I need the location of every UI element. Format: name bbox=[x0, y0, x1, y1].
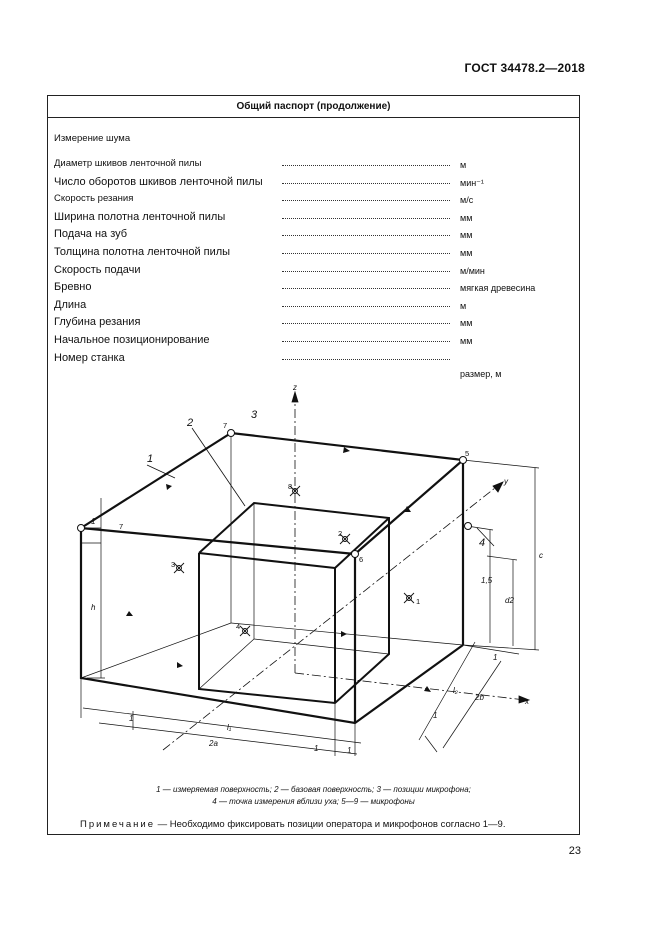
parameter-row bbox=[54, 174, 574, 192]
parameter-label: Скорость подачи bbox=[54, 263, 141, 276]
callout-4: 4 bbox=[479, 537, 486, 549]
reference-surface-box bbox=[199, 503, 389, 703]
parameter-row bbox=[54, 279, 574, 297]
standard-number: ГОСТ 34478.2—2018 bbox=[464, 61, 585, 75]
point-label-6: 7 bbox=[223, 421, 228, 430]
parameter-row bbox=[54, 191, 574, 209]
point-label-2: 2 bbox=[338, 529, 343, 538]
parameter-unit: мм bbox=[460, 247, 473, 258]
dotted-leader bbox=[282, 218, 450, 219]
callout-1: 1 bbox=[147, 453, 154, 465]
callout-3: 3 bbox=[251, 409, 258, 421]
size-label: размер, м bbox=[460, 369, 502, 379]
measured-surface-box bbox=[81, 433, 463, 723]
measurement-diagram bbox=[47, 378, 580, 778]
point-label-7: 7 bbox=[119, 522, 124, 531]
dim-right-1: 1 bbox=[347, 746, 352, 755]
parameter-label: Номер станка bbox=[54, 351, 125, 364]
dim-2a: 2a bbox=[209, 739, 218, 748]
table-title: Общий паспорт (продолжение) bbox=[48, 96, 579, 118]
dim-right-top-1: 1 bbox=[493, 653, 498, 662]
page-number: 23 bbox=[568, 845, 581, 857]
axis-z: z bbox=[293, 383, 297, 392]
point-label-8: 8 bbox=[288, 482, 293, 491]
dotted-leader bbox=[282, 183, 450, 184]
dotted-leader bbox=[282, 235, 450, 236]
parameter-unit: мм bbox=[460, 318, 473, 329]
parameter-label: Длина bbox=[54, 298, 87, 311]
parameter-list bbox=[54, 156, 574, 367]
parameter-unit: мм bbox=[460, 212, 473, 223]
note-title: Примечание bbox=[80, 819, 155, 830]
parameter-label: Число оборотов шкивов ленточной пилы bbox=[54, 175, 263, 188]
parameter-label: Начальное позиционирование bbox=[54, 333, 210, 346]
parameter-row bbox=[54, 244, 574, 262]
parameter-unit: мм bbox=[460, 335, 473, 346]
dotted-leader bbox=[282, 165, 450, 166]
parameter-unit: м bbox=[460, 300, 467, 311]
dotted-leader bbox=[282, 323, 450, 324]
parameter-label: Диаметр шкивов ленточной пилы bbox=[54, 158, 202, 169]
parameter-row bbox=[54, 314, 574, 332]
dim-2b: 2b bbox=[475, 693, 484, 702]
parameter-unit: м/мин bbox=[460, 265, 485, 276]
parameter-label: Скорость резания bbox=[54, 193, 134, 205]
figure-caption bbox=[47, 784, 580, 808]
parameter-row bbox=[54, 297, 574, 315]
parameter-row bbox=[54, 209, 574, 227]
dim-l1: l₁ bbox=[227, 723, 232, 732]
parameter-label: Ширина полотна ленточной пилы bbox=[54, 210, 226, 223]
point-label-6b: 6 bbox=[359, 555, 364, 564]
parameter-row bbox=[54, 332, 574, 350]
section-title: Измерение шума bbox=[54, 133, 131, 144]
parameter-unit: мягкая древесина bbox=[460, 283, 536, 294]
point-label-1: 1 bbox=[416, 597, 421, 606]
dotted-leader bbox=[282, 288, 450, 289]
dim-h: h bbox=[91, 603, 96, 612]
parameter-unit: мин⁻¹ bbox=[460, 177, 484, 188]
dotted-leader bbox=[282, 359, 450, 360]
axis-y: y bbox=[504, 477, 508, 486]
point-label-4: 4 bbox=[236, 622, 241, 631]
parameter-unit: м bbox=[460, 160, 467, 170]
point-label-3: 3 bbox=[171, 560, 176, 569]
parameter-row bbox=[54, 350, 574, 368]
dim-mid-1: 1 bbox=[314, 744, 319, 753]
parameter-label: Бревно bbox=[54, 281, 92, 294]
callout-2: 2 bbox=[187, 417, 194, 429]
parameter-row bbox=[54, 226, 574, 244]
note-text: — Необходимо фиксировать позиции оператора и микрофонов согласно 1—9. bbox=[155, 819, 506, 830]
parameter-label: Глубина резания bbox=[54, 316, 141, 329]
dotted-leader bbox=[282, 271, 450, 272]
parameter-unit: м/с bbox=[460, 195, 474, 206]
dim-d2: d2 bbox=[505, 596, 514, 605]
caption-line-2: 4 — точка измерения вблизи уха; 5—9 — микрофоны bbox=[212, 797, 415, 806]
caption-line-1: 1 — измеряемая поверхность; 2 — базовая поверхность; 3 — позиции микрофона; bbox=[156, 785, 471, 794]
dotted-leader bbox=[282, 306, 450, 307]
axis-x: x bbox=[525, 697, 529, 706]
parameter-label: Подача на зуб bbox=[54, 228, 128, 241]
note bbox=[80, 819, 505, 830]
dim-l2: l₂ bbox=[453, 686, 458, 695]
parameter-label: Толщина полотна ленточной пилы bbox=[54, 245, 231, 258]
dim-top-1: 1 bbox=[91, 517, 96, 526]
dotted-leader bbox=[282, 341, 450, 342]
dotted-leader bbox=[282, 200, 450, 201]
dotted-leader bbox=[282, 253, 450, 254]
dim-c: c bbox=[539, 551, 543, 560]
parameter-row bbox=[54, 262, 574, 280]
parameter-unit: мм bbox=[460, 230, 473, 241]
dim-1-5: 1,5 bbox=[481, 576, 493, 585]
dim-right-bottom-1: 1 bbox=[433, 711, 438, 720]
point-label-5: 5 bbox=[465, 449, 470, 458]
dim-left-1: 1 bbox=[129, 714, 134, 723]
parameter-row bbox=[54, 156, 574, 174]
